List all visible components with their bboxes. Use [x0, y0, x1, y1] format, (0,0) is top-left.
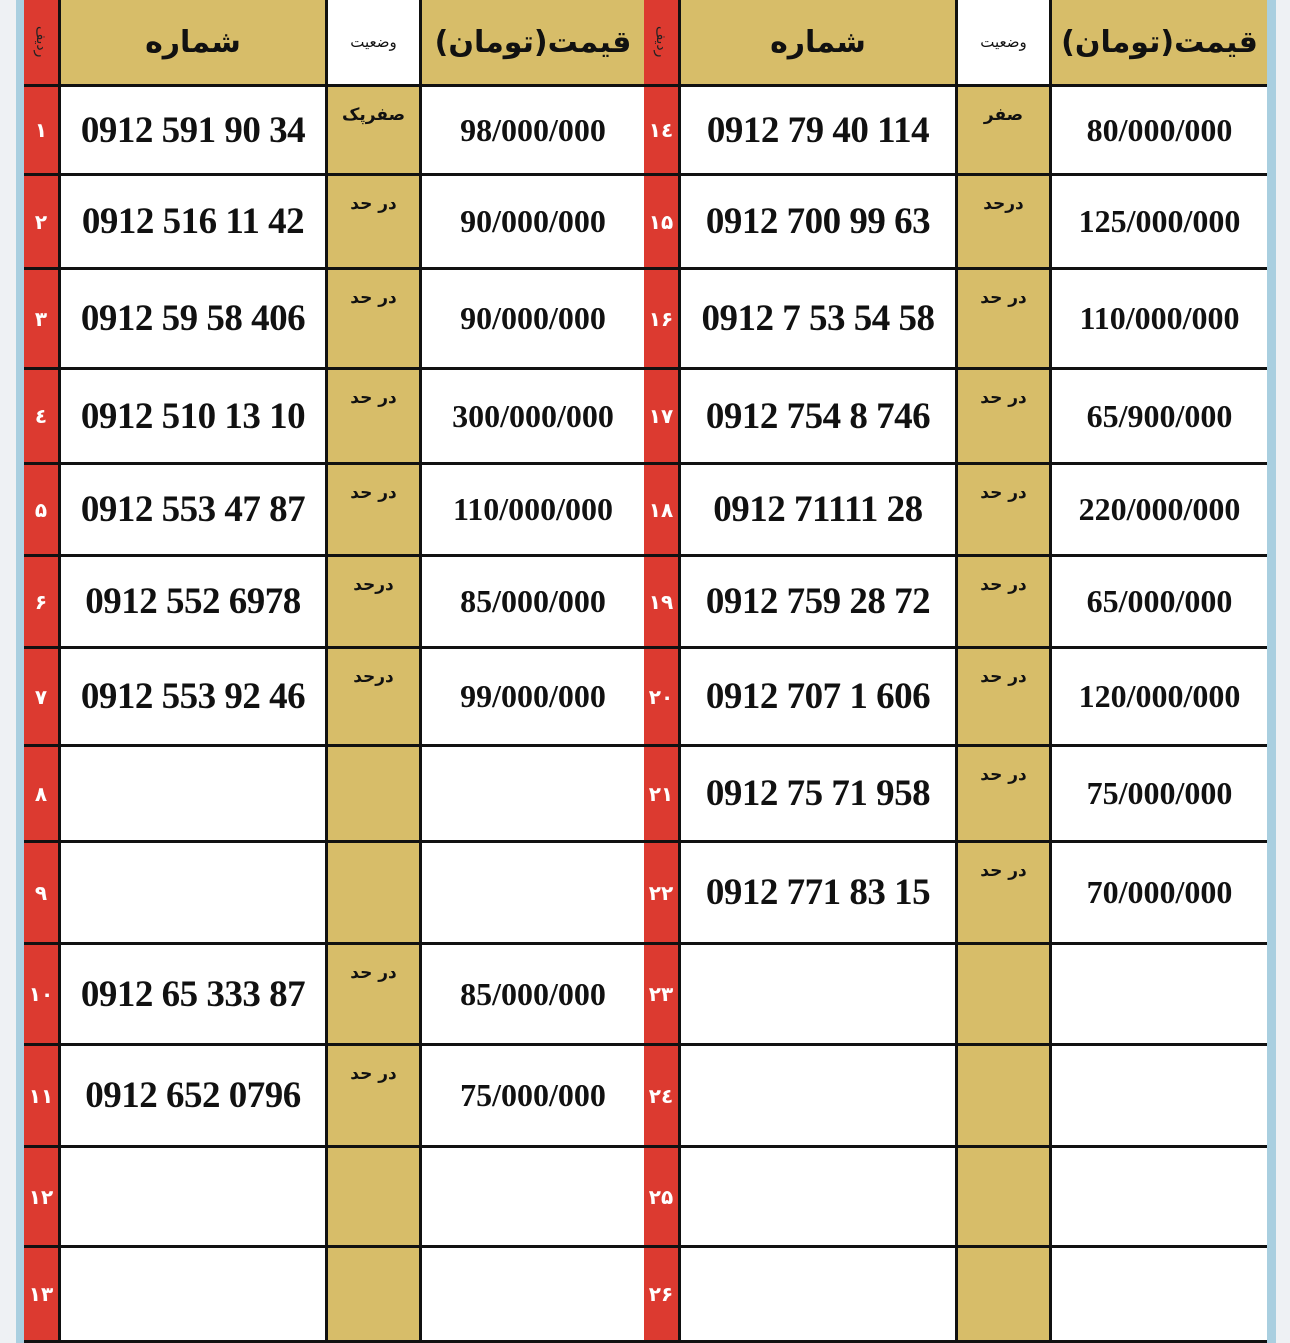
row-index: ۹: [24, 843, 61, 942]
price-cell: 110/000/000: [1052, 270, 1267, 367]
price-cell: [422, 1148, 644, 1245]
status-cell: [958, 1148, 1052, 1245]
table-row: [24, 465, 644, 557]
status-cell: در حد: [328, 465, 422, 554]
header-price: قیمت(تومان): [422, 0, 644, 84]
phone-number-price-sheet: [24, 0, 1267, 1343]
row-index: ۲۵: [644, 1148, 681, 1245]
row-index: ۱۵: [644, 176, 681, 267]
price-cell: 98/000/000: [422, 87, 644, 173]
status-cell: در حد: [328, 1046, 422, 1145]
phone-number: 0912 652 0796: [61, 1046, 328, 1145]
table-row: [644, 270, 1267, 370]
status-cell: در حد: [958, 465, 1052, 554]
left-table: [24, 0, 644, 1343]
table-row: [644, 843, 1267, 945]
status-cell: درحد: [328, 557, 422, 646]
status-cell: [328, 1148, 422, 1245]
table-row: [24, 1248, 644, 1343]
phone-number: 0912 59 58 406: [61, 270, 328, 367]
status-cell: در حد: [958, 747, 1052, 840]
phone-number: 0912 79 40 114: [681, 87, 958, 173]
status-cell: [958, 945, 1052, 1043]
status-cell: [328, 843, 422, 942]
header-status: وضعیت: [328, 0, 422, 84]
table-row: [644, 557, 1267, 649]
price-cell: [422, 747, 644, 840]
table-header: [24, 0, 644, 87]
phone-number: 0912 7 53 54 58: [681, 270, 958, 367]
status-cell: در حد: [958, 370, 1052, 462]
status-cell: [958, 1248, 1052, 1340]
table-header: [644, 0, 1267, 87]
phone-number: 0912 71111 28: [681, 465, 958, 554]
row-index: ۱۳: [24, 1248, 61, 1340]
status-cell: درحد: [328, 649, 422, 744]
row-index: ۱۷: [644, 370, 681, 462]
price-cell: 75/000/000: [1052, 747, 1267, 840]
row-index: ۱۰: [24, 945, 61, 1043]
row-index: ۲٤: [644, 1046, 681, 1145]
row-index: ۱۸: [644, 465, 681, 554]
row-index: ۱۹: [644, 557, 681, 646]
row-index: ۲: [24, 176, 61, 267]
row-index: ۲۶: [644, 1248, 681, 1340]
table-row: [24, 843, 644, 945]
row-index: ۵: [24, 465, 61, 554]
phone-number: [61, 1148, 328, 1245]
price-cell: 125/000/000: [1052, 176, 1267, 267]
table-row: [24, 270, 644, 370]
price-cell: [1052, 945, 1267, 1043]
phone-number: 0912 591 90 34: [61, 87, 328, 173]
price-cell: [422, 1248, 644, 1340]
price-cell: 90/000/000: [422, 270, 644, 367]
row-index: ۲۲: [644, 843, 681, 942]
table-row: [644, 370, 1267, 465]
table-row: [644, 176, 1267, 270]
row-index: ۱۱: [24, 1046, 61, 1145]
price-cell: 85/000/000: [422, 557, 644, 646]
header-index: ردیف: [644, 0, 681, 84]
table-row: [24, 370, 644, 465]
phone-number: 0912 771 83 15: [681, 843, 958, 942]
row-index: ۱: [24, 87, 61, 173]
table-row: [24, 176, 644, 270]
phone-number: 0912 553 47 87: [61, 465, 328, 554]
price-cell: 75/000/000: [422, 1046, 644, 1145]
row-index: ۱۶: [644, 270, 681, 367]
row-index: ۱٤: [644, 87, 681, 173]
phone-number: [681, 1148, 958, 1245]
phone-number: 0912 552 6978: [61, 557, 328, 646]
table-row: [644, 1046, 1267, 1148]
table-row: [644, 649, 1267, 747]
price-cell: 80/000/000: [1052, 87, 1267, 173]
phone-number: [61, 843, 328, 942]
table-row: [24, 557, 644, 649]
header-status: وضعیت: [958, 0, 1052, 84]
phone-number: [61, 747, 328, 840]
phone-number: [681, 1248, 958, 1340]
header-number: شماره: [681, 0, 958, 84]
status-cell: صفر: [958, 87, 1052, 173]
table-row: [644, 1248, 1267, 1343]
row-index: ۲۱: [644, 747, 681, 840]
row-index: ۷: [24, 649, 61, 744]
table-row: [644, 747, 1267, 843]
price-cell: 110/000/000: [422, 465, 644, 554]
table-row: [24, 649, 644, 747]
price-cell: [422, 843, 644, 942]
status-cell: در حد: [958, 270, 1052, 367]
price-cell: 65/900/000: [1052, 370, 1267, 462]
phone-number: 0912 754 8 746: [681, 370, 958, 462]
status-cell: [958, 1046, 1052, 1145]
price-cell: 65/000/000: [1052, 557, 1267, 646]
table-row: [644, 465, 1267, 557]
price-cell: [1052, 1248, 1267, 1340]
phone-number: [681, 945, 958, 1043]
table-row: [24, 1046, 644, 1148]
status-cell: [328, 747, 422, 840]
status-cell: در حد: [328, 176, 422, 267]
table-row: [644, 1148, 1267, 1248]
table-row: [644, 945, 1267, 1046]
header-number: شماره: [61, 0, 328, 84]
phone-number: 0912 65 333 87: [61, 945, 328, 1043]
right-table: [644, 0, 1267, 1343]
price-cell: 85/000/000: [422, 945, 644, 1043]
phone-number: 0912 759 28 72: [681, 557, 958, 646]
phone-number: 0912 516 11 42: [61, 176, 328, 267]
price-cell: 70/000/000: [1052, 843, 1267, 942]
row-index: ٤: [24, 370, 61, 462]
price-cell: 99/000/000: [422, 649, 644, 744]
row-index: ۱۲: [24, 1148, 61, 1245]
price-cell: 300/000/000: [422, 370, 644, 462]
phone-number: 0912 510 13 10: [61, 370, 328, 462]
price-cell: 90/000/000: [422, 176, 644, 267]
row-index: ۲۰: [644, 649, 681, 744]
table-row: [644, 87, 1267, 176]
phone-number: 0912 75 71 958: [681, 747, 958, 840]
table-row: [24, 747, 644, 843]
price-cell: 120/000/000: [1052, 649, 1267, 744]
status-cell: در حد: [328, 945, 422, 1043]
status-cell: در حد: [958, 843, 1052, 942]
price-cell: [1052, 1046, 1267, 1145]
status-cell: در حد: [328, 370, 422, 462]
status-cell: درحد: [958, 176, 1052, 267]
status-cell: [328, 1248, 422, 1340]
row-index: ۳: [24, 270, 61, 367]
phone-number: 0912 553 92 46: [61, 649, 328, 744]
price-cell: 220/000/000: [1052, 465, 1267, 554]
status-cell: صفرپک: [328, 87, 422, 173]
phone-number: 0912 707 1 606: [681, 649, 958, 744]
table-row: [24, 87, 644, 176]
status-cell: در حد: [328, 270, 422, 367]
phone-number: 0912 700 99 63: [681, 176, 958, 267]
price-cell: [1052, 1148, 1267, 1245]
header-price: قیمت(تومان): [1052, 0, 1267, 84]
table-row: [24, 1148, 644, 1248]
row-index: ۸: [24, 747, 61, 840]
status-cell: در حد: [958, 557, 1052, 646]
table-row: [24, 945, 644, 1046]
phone-number: [681, 1046, 958, 1145]
window-frame-right: [1266, 0, 1276, 1343]
status-cell: در حد: [958, 649, 1052, 744]
row-index: ۶: [24, 557, 61, 646]
header-index: ردیف: [24, 0, 61, 84]
row-index: ۲۳: [644, 945, 681, 1043]
phone-number: [61, 1248, 328, 1340]
